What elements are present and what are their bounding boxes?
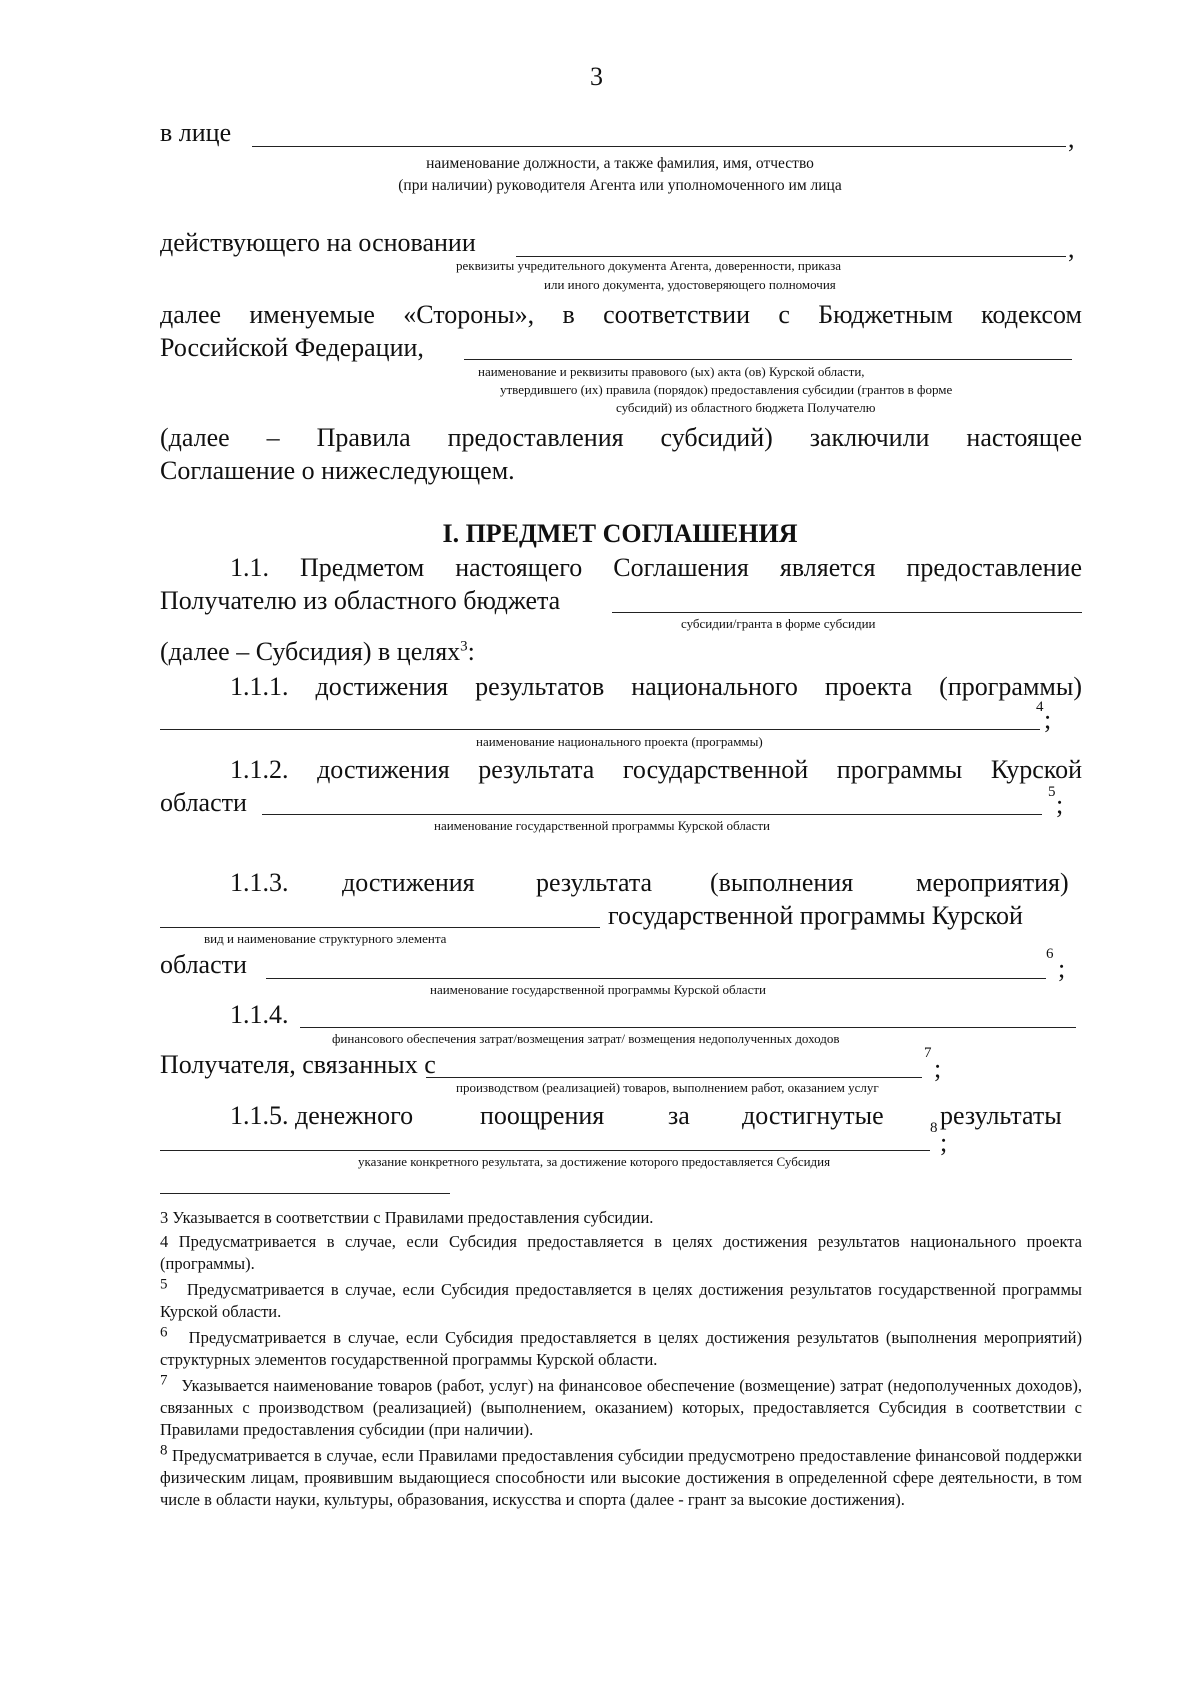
- p1-1-caption: субсидии/гранта в форме субсидии: [681, 616, 876, 631]
- p1-1-1-line1: 1.1.1. достижения результатов национального проекта (программы): [230, 672, 1082, 701]
- p1-1-2-caption: наименование государственной программы Курской области: [434, 818, 770, 833]
- p1-1-3-w4: (выполнения: [710, 868, 854, 897]
- p1-1-3-line2: государственной программы Курской: [608, 901, 1023, 930]
- footnote-4: [160, 1231, 1082, 1275]
- footnote-8-num: 8: [160, 1442, 168, 1459]
- p1-1-4-fill-line2: [426, 1077, 922, 1078]
- p1-1-5-caption: указание конкретного результата, за достижение которого предоставляется Субсидия: [358, 1154, 831, 1169]
- footnote-5-text: Предусматривается в случае, если Субсидия предоставляется в целях достижения результатов государственной программы Курской области.: [160, 1280, 1082, 1321]
- p1-1-line3: [160, 637, 475, 667]
- p1-1-2-label: области: [160, 788, 247, 817]
- p1-1-line1: 1.1. Предметом настоящего Соглашения является предоставление: [230, 553, 1082, 582]
- p1-1-sup: 3: [460, 638, 468, 655]
- p1-1-2-tail: ;: [1056, 790, 1064, 819]
- block2-fill-line: [516, 256, 1066, 257]
- p1-1-3-label: области: [160, 950, 247, 979]
- block4-line2: Соглашение о нижеследующем.: [160, 456, 515, 485]
- p1-1-4-sup: 7: [924, 1045, 932, 1061]
- p1-1-3-w3: результата: [536, 868, 653, 897]
- block3-fill-line: [464, 359, 1072, 360]
- footnote-8-text: Предусматривается в случае, если Правилами предоставления субсидии предусмотрено предоставление финансовой поддержки физическим лицам, проявившим выдающиеся способности или высокие достижения в определенной сфере деятельности, в том числе в области науки, культуры, образования, искусства и спорта (далее - грант за высокие достижения).: [160, 1446, 1082, 1509]
- block2-caption2: или иного документа, удостоверяющего полномочия: [544, 277, 836, 292]
- footnote-3-num: 3: [160, 1208, 169, 1227]
- block4-line1: (далее – Правила предоставления субсидий) заключили настоящее: [160, 423, 1082, 452]
- p1-1-1-sup: 4: [1036, 699, 1044, 715]
- p1-1-2-line1: 1.1.2. достижения результата государственной программы Курской: [230, 755, 1082, 784]
- p1-1-3-w1: 1.1.3.: [230, 868, 289, 897]
- block3-caption1: наименование и реквизиты правового (ых) акта (ов) Курской области,: [478, 364, 865, 379]
- p1-1-5-w3: за: [668, 1101, 690, 1130]
- p1-1-colon: :: [467, 637, 475, 666]
- block1-fill-line: [252, 146, 1066, 147]
- p1-1-4-fill-line1: [300, 1027, 1076, 1028]
- p1-1-5-fill-line: [160, 1150, 930, 1151]
- block3-line2: Российской Федерации,: [160, 333, 424, 362]
- block1-caption2: (при наличии) руководителя Агента или уполномоченного им лица: [398, 177, 842, 194]
- footnote-6-text: Предусматривается в случае, если Субсидия предоставляется в целях достижения результатов (выполнения мероприятий) структурных элементов государственной программы Курской области.: [160, 1328, 1082, 1369]
- p1-1-5-sup: 8: [930, 1120, 938, 1136]
- p1-1-5-tail: ;: [940, 1128, 948, 1157]
- p1-1-3-w2: достижения: [342, 868, 475, 897]
- footnote-6-num: 6: [160, 1324, 168, 1341]
- footnote-8: [160, 1442, 1082, 1511]
- block3-caption3: субсидий) из областного бюджета Получателю: [616, 400, 876, 415]
- footnote-4-num: 4: [160, 1232, 169, 1251]
- p1-1-3-tail: ;: [1058, 954, 1066, 983]
- p1-1-4-label: 1.1.4.: [230, 1000, 289, 1029]
- p1-1-line2: Получателю из областного бюджета: [160, 586, 561, 615]
- block3-caption2: утвердившего (их) правила (порядок) предоставления субсидии (грантов в форме: [500, 382, 953, 397]
- p1-1-3-caption1: вид и наименование структурного элемента: [204, 931, 447, 946]
- footnote-4-text: Предусматривается в случае, если Субсидия предоставляется в целях достижения результатов национального проекта (программы).: [160, 1232, 1082, 1273]
- p1-1-5-w1: 1.1.5. денежного: [230, 1101, 414, 1130]
- p1-1-2-sup: 5: [1048, 784, 1056, 800]
- p1-1-1-tail: ;: [1044, 705, 1052, 734]
- p1-1-3-sup: 6: [1046, 946, 1054, 962]
- footnote-7: [160, 1372, 1082, 1441]
- p1-1-5-w2: поощрения: [480, 1101, 605, 1130]
- block1-label: в лице: [160, 118, 232, 147]
- p1-1-line3-text: (далее – Субсидия) в целях: [160, 637, 461, 666]
- p1-1-4-caption1: финансового обеспечения затрат/возмещения затрат/ возмещения недополученных доходов: [332, 1031, 840, 1046]
- block1-tail: ,: [1068, 124, 1075, 153]
- footnotes: [160, 1207, 1082, 1511]
- footnote-separator: [160, 1193, 450, 1194]
- page-number: 3: [590, 62, 603, 91]
- block2-caption1: реквизиты учредительного документа Агента, доверенности, приказа: [456, 258, 842, 273]
- footnote-5-num: 5: [160, 1276, 168, 1293]
- footnote-7-num: 7: [160, 1372, 168, 1389]
- p1-1-1-fill-line: [160, 729, 1040, 730]
- block2-tail: ,: [1068, 234, 1075, 263]
- block3-line1: далее именуемые «Стороны», в соответствии с Бюджетным кодексом: [160, 300, 1082, 329]
- p1-1-3-caption2: наименование государственной программы Курской области: [430, 982, 766, 997]
- p1-1-1-caption: наименование национального проекта (программы): [476, 734, 763, 749]
- footnote-3: [160, 1207, 1082, 1229]
- footnote-3-text: Указывается в соответствии с Правилами предоставления субсидии.: [172, 1208, 654, 1227]
- p1-1-5-w5: результаты: [940, 1101, 1062, 1130]
- p1-1-4-caption2: производством (реализацией) товаров, выполнением работ, оказанием услуг: [456, 1080, 879, 1095]
- block2-label: действующего на основании: [160, 228, 476, 257]
- footnote-6: [160, 1324, 1082, 1371]
- p1-1-2-fill-line: [262, 814, 1042, 815]
- section-title: I. ПРЕДМЕТ СОГЛАШЕНИЯ: [442, 519, 798, 548]
- p1-1-3-w5: мероприятия): [916, 868, 1069, 897]
- p1-1-4-line2: Получателя, связанных с: [160, 1050, 436, 1079]
- block1-caption1: наименование должности, а также фамилия, имя, отчество: [426, 155, 814, 172]
- p1-1-3-fill-line2: [266, 978, 1046, 979]
- footnote-7-text: Указывается наименование товаров (работ, услуг) на финансовое обеспечение (возмещение) затрат (недополученных доходов), связанных с производством (реализацией) (выполнением, оказанием) которых, предоставляется Субсидия в соответствии с Правилами предоставления субсидии (при наличии).: [160, 1376, 1082, 1439]
- p1-1-3-fill-line1: [160, 927, 600, 928]
- p1-1-4-tail: ;: [934, 1054, 942, 1083]
- footnote-5: [160, 1276, 1082, 1323]
- p1-1-fill-line: [612, 612, 1082, 613]
- p1-1-5-w4: достигнутые: [742, 1101, 884, 1130]
